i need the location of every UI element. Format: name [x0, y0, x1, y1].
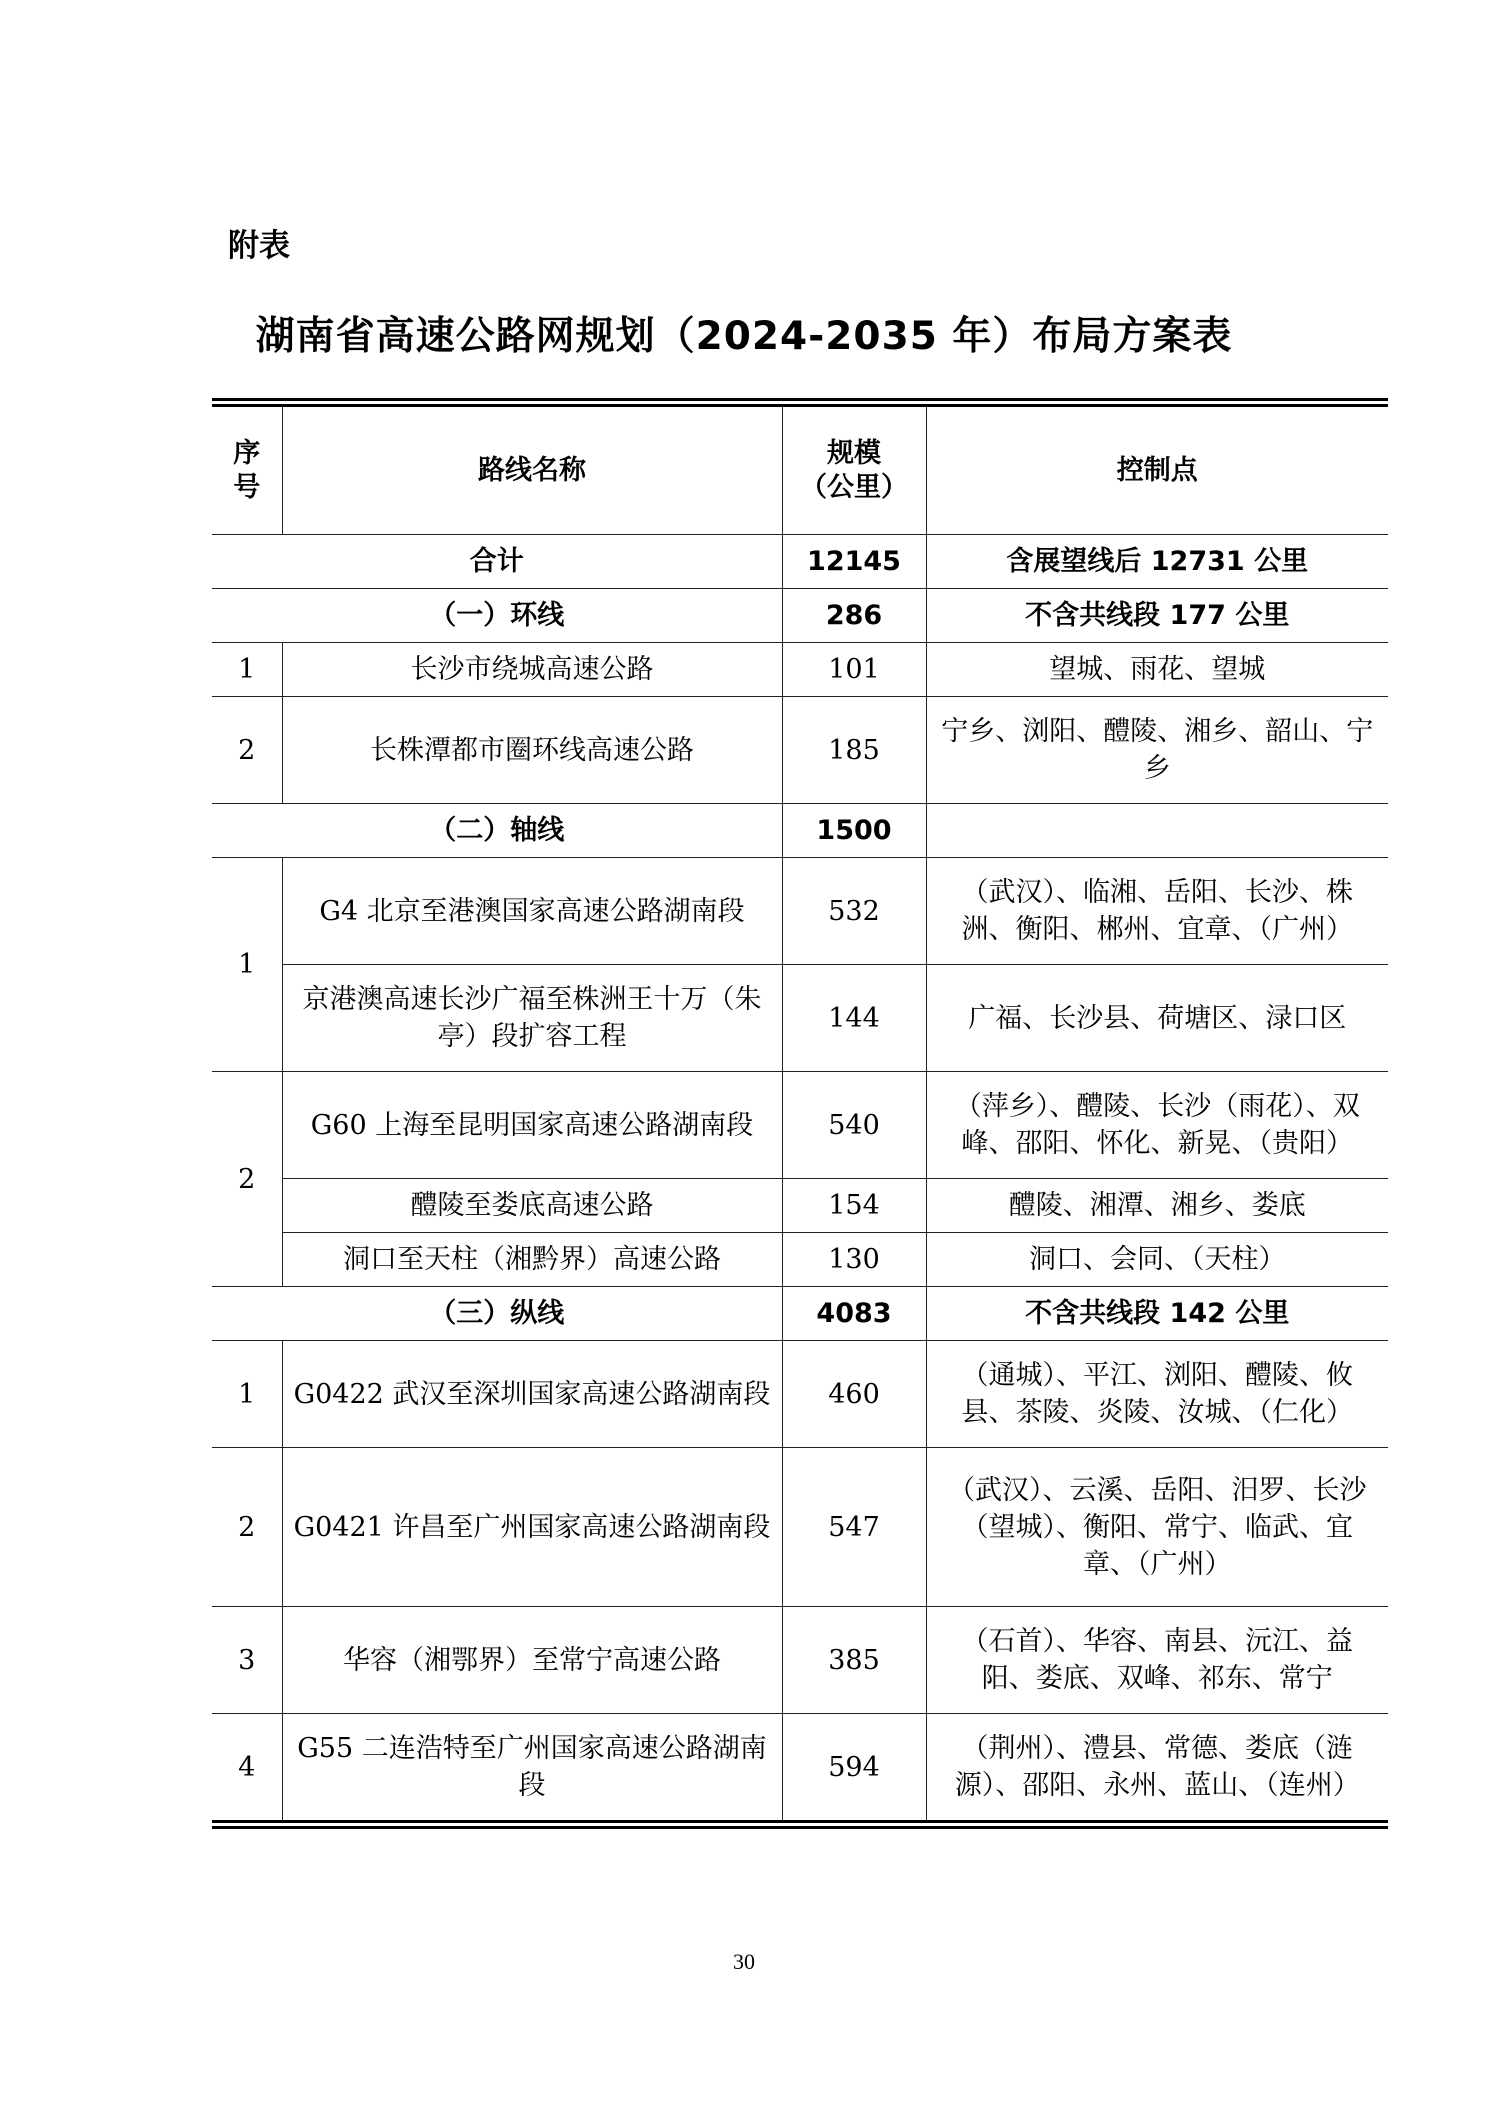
row-seq: 1	[212, 643, 282, 697]
total-row	[212, 535, 1388, 589]
row-route-name: 醴陵至娄底高速公路	[282, 1179, 782, 1233]
row-route-name: G0422 武汉至深圳国家高速公路湖南段	[282, 1341, 782, 1448]
section-row-axis	[212, 804, 1388, 858]
row-km: 540	[782, 1072, 926, 1179]
header-seq: 序 号	[212, 407, 282, 535]
row-control-points: （武汉）、云溪、岳阳、汨罗、长沙（望城）、衡阳、常宁、临武、宜章、（广州）	[926, 1448, 1388, 1607]
row-control-points: 望城、雨花、望城	[926, 643, 1388, 697]
section-note: 不含共线段 177 公里	[926, 589, 1388, 643]
row-km: 594	[782, 1714, 926, 1821]
row-seq: 2	[212, 1448, 282, 1607]
section-label: （三）纵线	[212, 1287, 782, 1341]
total-note: 含展望线后 12731 公里	[926, 535, 1388, 589]
total-label: 合计	[212, 535, 782, 589]
row-km: 144	[782, 965, 926, 1072]
section-note	[926, 804, 1388, 858]
page-number: 30	[733, 1949, 755, 1974]
row-route-name: 华容（湘鄂界）至常宁高速公路	[282, 1607, 782, 1714]
appendix-label: 附表	[228, 228, 290, 264]
row-km: 130	[782, 1233, 926, 1287]
document-title: 湖南省高速公路网规划（2024-2035 年）布局方案表	[255, 314, 1233, 359]
row-seq: 2	[212, 1072, 282, 1287]
section-km: 286	[782, 589, 926, 643]
total-km: 12145	[782, 535, 926, 589]
row-seq: 1	[212, 858, 282, 1072]
row-control-points: （荆州）、澧县、常德、娄底（涟源）、邵阳、永州、蓝山、（连州）	[926, 1714, 1388, 1821]
layout-plan-table	[212, 407, 1388, 1820]
table-row	[212, 1341, 1388, 1448]
row-control-points: 醴陵、湘潭、湘乡、娄底	[926, 1179, 1388, 1233]
row-control-points: 广福、长沙县、荷塘区、渌口区	[926, 965, 1388, 1072]
table-row	[212, 1179, 1388, 1233]
row-seq: 1	[212, 1341, 282, 1448]
table-row	[212, 1448, 1388, 1607]
table-row	[212, 965, 1388, 1072]
row-control-points: （武汉）、临湘、岳阳、长沙、株洲、衡阳、郴州、宜章、（广州）	[926, 858, 1388, 965]
row-km: 154	[782, 1179, 926, 1233]
row-route-name: 洞口至天柱（湘黔界）高速公路	[282, 1233, 782, 1287]
section-row-vertical	[212, 1287, 1388, 1341]
row-seq: 2	[212, 697, 282, 804]
row-km: 185	[782, 697, 926, 804]
row-route-name: G60 上海至昆明国家高速公路湖南段	[282, 1072, 782, 1179]
row-route-name: 京港澳高速长沙广福至株洲王十万（朱亭）段扩容工程	[282, 965, 782, 1072]
row-route-name: G4 北京至港澳国家高速公路湖南段	[282, 858, 782, 965]
row-route-name: G55 二连浩特至广州国家高速公路湖南段	[282, 1714, 782, 1821]
table-row	[212, 1714, 1388, 1821]
row-control-points: 洞口、会同、（天柱）	[926, 1233, 1388, 1287]
row-km: 101	[782, 643, 926, 697]
layout-plan-table-wrapper	[212, 398, 1388, 1829]
section-label: （二）轴线	[212, 804, 782, 858]
table-row	[212, 1233, 1388, 1287]
row-km: 385	[782, 1607, 926, 1714]
section-km: 4083	[782, 1287, 926, 1341]
row-route-name: 长沙市绕城高速公路	[282, 643, 782, 697]
header-scale: 规模 （公里）	[782, 407, 926, 535]
row-route-name: 长株潭都市圈环线高速公路	[282, 697, 782, 804]
section-row-ring	[212, 589, 1388, 643]
section-km: 1500	[782, 804, 926, 858]
table-header-row	[212, 407, 1388, 535]
row-km: 532	[782, 858, 926, 965]
table-row	[212, 1607, 1388, 1714]
header-control-points: 控制点	[926, 407, 1388, 535]
row-control-points: （石首）、华容、南县、沅江、益阳、娄底、双峰、祁东、常宁	[926, 1607, 1388, 1714]
row-control-points: 宁乡、浏阳、醴陵、湘乡、韶山、宁乡	[926, 697, 1388, 804]
table-row	[212, 858, 1388, 965]
section-note: 不含共线段 142 公里	[926, 1287, 1388, 1341]
table-row	[212, 697, 1388, 804]
row-seq: 3	[212, 1607, 282, 1714]
table-row	[212, 643, 1388, 697]
row-control-points: （通城）、平江、浏阳、醴陵、攸县、茶陵、炎陵、汝城、（仁化）	[926, 1341, 1388, 1448]
row-route-name: G0421 许昌至广州国家高速公路湖南段	[282, 1448, 782, 1607]
table-row	[212, 1072, 1388, 1179]
row-control-points: （萍乡）、醴陵、长沙（雨花）、双峰、邵阳、怀化、新晃、（贵阳）	[926, 1072, 1388, 1179]
row-km: 547	[782, 1448, 926, 1607]
row-seq: 4	[212, 1714, 282, 1821]
header-route-name: 路线名称	[282, 407, 782, 535]
section-label: （一）环线	[212, 589, 782, 643]
row-km: 460	[782, 1341, 926, 1448]
